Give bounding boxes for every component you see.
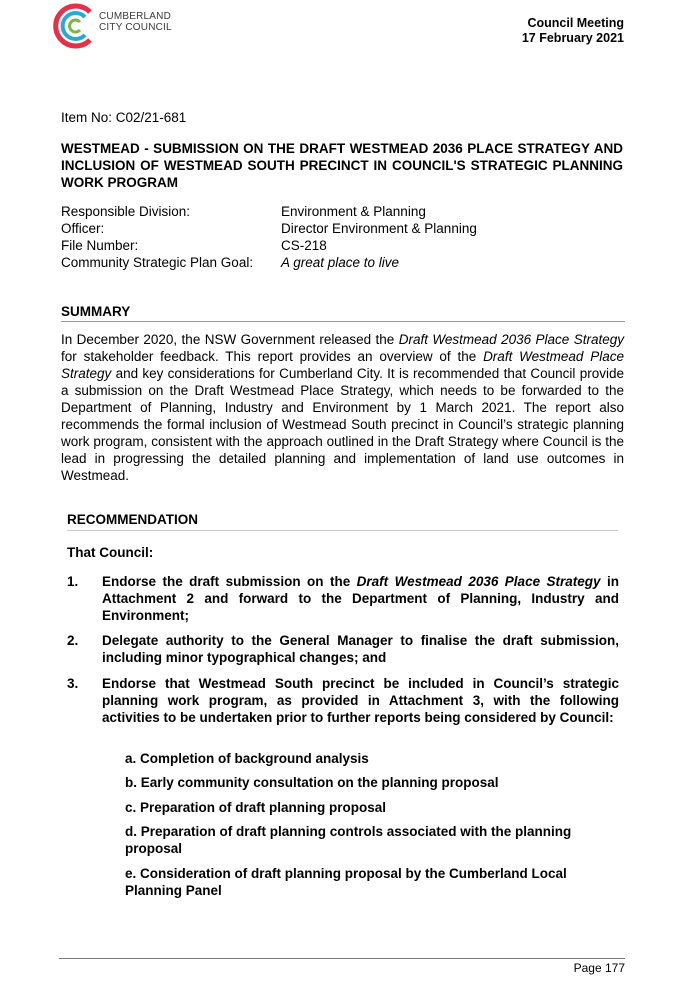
meta-value: CS-218 [281, 238, 327, 253]
item-number-label: 3. [67, 676, 79, 691]
item-text: Delegate authority to the General Manager to finalise the draft submission, including minor typographical changes; and [102, 633, 619, 665]
meta-value: Environment & Planning [281, 204, 426, 219]
meta-key: Responsible Division: [61, 204, 191, 219]
org-name-line1: CUMBERLAND [99, 11, 172, 22]
summary-text: for stakeholder feedback. This report provides an overview of the [61, 349, 484, 364]
sub-item: e. Consideration of draft planning proposal by the Cumberland Local Planning Panel [125, 866, 567, 898]
meta-key: Community Strategic Plan Goal: [61, 255, 254, 270]
sub-item: d. Preparation of draft planning controls associated with the planning proposal [125, 824, 572, 856]
item-text: Endorse that Westmead South precinct be included in Council’s strategic planning work program, as provided in Attachment 3, with the following activities to be undertaken prior to further reports being considered by Council: [102, 676, 619, 725]
item-number: Item No: C02/21-681 [61, 110, 187, 125]
meta-row [61, 220, 477, 237]
sub-item: c. Preparation of draft planning proposal [125, 800, 387, 815]
item-text-italic: Draft Westmead 2036 Place Strategy [356, 574, 601, 589]
page-number: Page 177 [573, 961, 625, 975]
recommendation-item [67, 632, 619, 666]
meeting-title: Council Meeting [527, 16, 624, 30]
recommendation-intro: That Council: [67, 545, 154, 560]
meeting-date: 17 February 2021 [521, 31, 624, 45]
recommendation-item [67, 573, 619, 624]
meta-key: File Number: [61, 238, 139, 253]
org-name-line2: CITY COUNCIL [99, 22, 172, 33]
summary-italic: Draft Westmead Place Strategy [61, 349, 624, 381]
summary-text: and key considerations for Cumberland City. It is recommended that Council provide a submission on the Draft Westmead Place Strategy, which needs to be forwarded to the Department of Planning, Industry and Environment by 1 March 2021. The report also recommends the formal inclusion of Westmead South precinct in Council’s strategic planning work program, consistent with the approach outlined in the Draft Strategy where Council is the lead in progressing the detailed planning and implementation of land use outcomes in Westmead. [61, 366, 624, 483]
recommendation-heading: RECOMMENDATION [67, 512, 618, 531]
org-name [99, 11, 172, 33]
cumberland-logo-icon [52, 2, 96, 50]
item-number-label: 2. [67, 633, 79, 648]
summary-italic: Draft Westmead 2036 Place Strategy [398, 332, 624, 347]
recommendation-item [67, 675, 619, 726]
summary-heading: SUMMARY [61, 304, 625, 322]
sub-item: a. Completion of background analysis [125, 751, 369, 766]
sub-item: b. Early community consultation on the planning proposal [125, 775, 499, 790]
meta-value: A great place to live [281, 255, 400, 270]
meta-row [61, 237, 477, 254]
summary-text: In December 2020, the NSW Government released the [61, 332, 399, 347]
item-number-label: 1. [67, 574, 79, 589]
item-text-part: Endorse the draft submission on the [102, 574, 357, 589]
summary-paragraph [61, 331, 624, 484]
meta-value: Director Environment & Planning [281, 221, 477, 236]
cumberland-logo [52, 2, 182, 50]
footer-divider [59, 958, 625, 959]
report-metadata [61, 203, 477, 271]
item-text-part: in Attachment 2 and forward to the Department of Planning, Industry and Environment; [102, 574, 619, 623]
item-text [102, 573, 619, 624]
meta-row [61, 203, 477, 220]
meta-key: Officer: [61, 221, 105, 236]
meeting-info [522, 16, 624, 46]
report-title: WESTMEAD - SUBMISSION ON THE DRAFT WESTMEAD 2036 PLACE STRATEGY AND INCLUSION OF WESTMEAD SOUTH PRECINCT IN COUNCIL'S STRATEGIC PLANNING WORK PROGRAM [61, 141, 623, 190]
meta-row [61, 254, 477, 271]
